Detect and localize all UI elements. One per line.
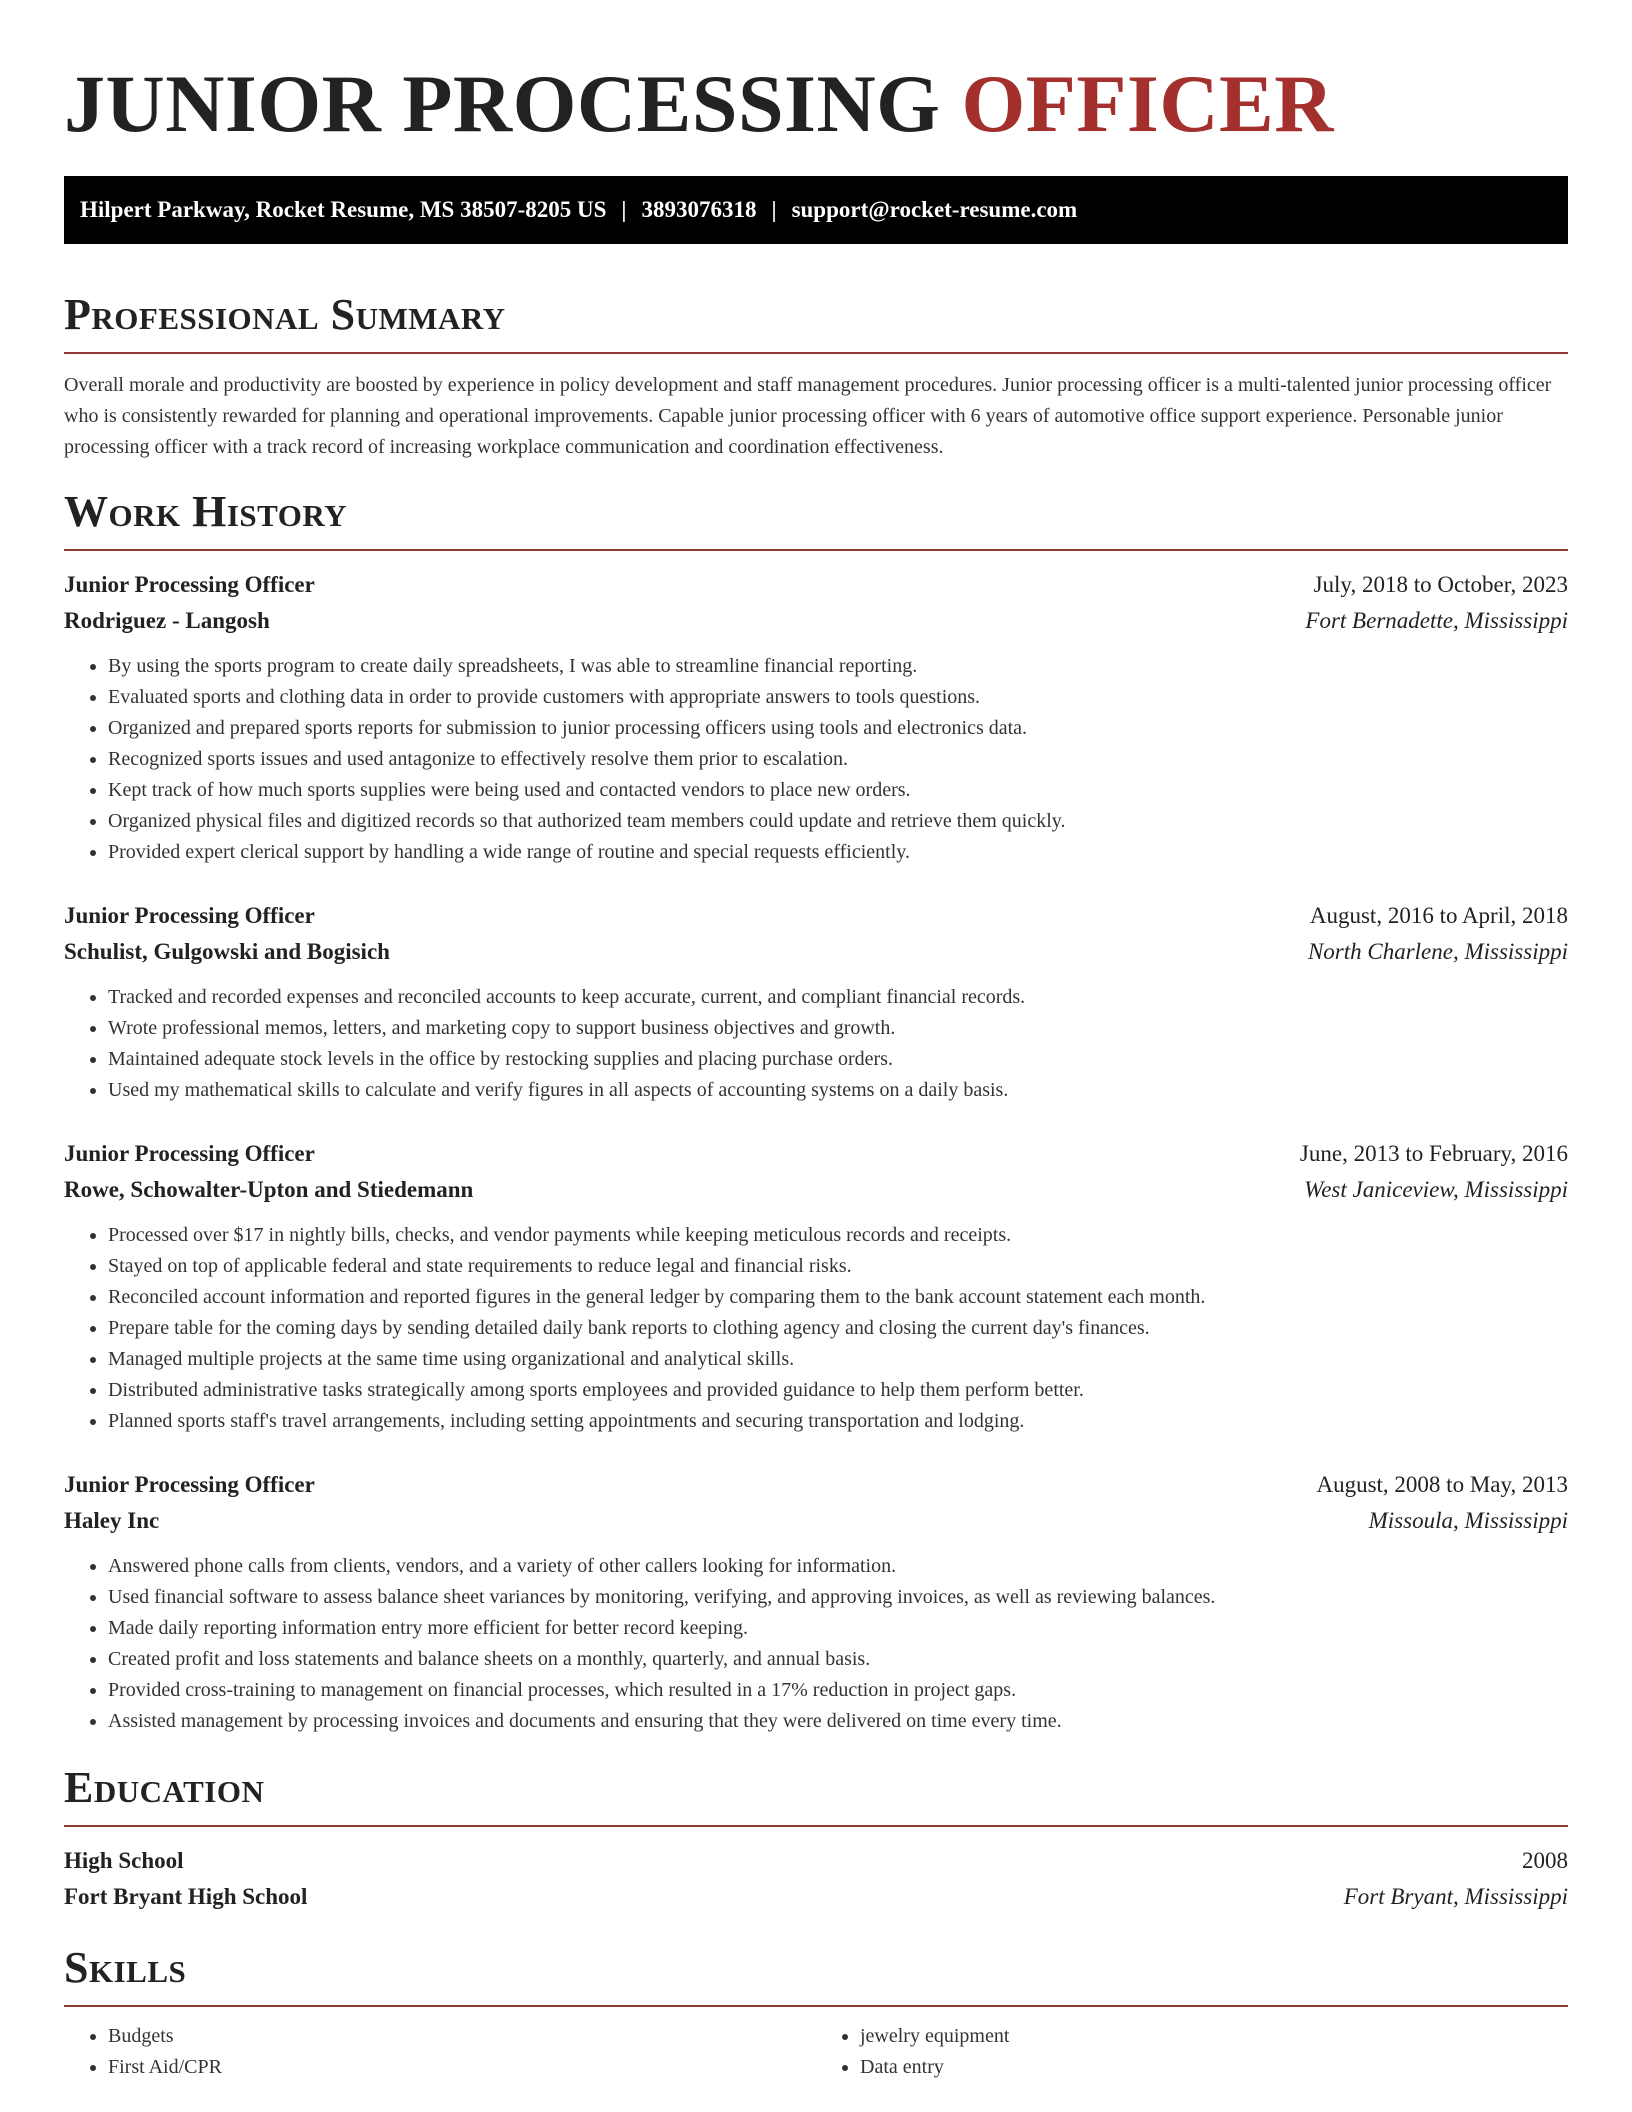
bullet-item: • Kept track of how much sports supplies were being used and contacted vendors to place new orders. (108, 775, 1568, 806)
job-bullets (64, 651, 1568, 868)
name-accent: OFFICER (961, 58, 1334, 149)
bullet-item: • Made daily reporting information entry more efficient for better record keeping. (108, 1613, 1568, 1644)
skills-column-left (64, 2021, 816, 2083)
job-entry (64, 1136, 1568, 1437)
section-divider (64, 352, 1568, 354)
bullet-item: • By using the sports program to create daily spreadsheets, I was able to streamline financial reporting. (108, 651, 1568, 682)
skill-item: • First Aid/CPR (108, 2052, 816, 2083)
bullet-item: • Planned sports staff's travel arrangements, including setting appointments and securing transportation and lodging. (108, 1406, 1568, 1437)
bullet-item: • Assisted management by processing invoices and documents and ensuring that they were delivered on time every time. (108, 1706, 1568, 1737)
job-dates: August, 2016 to April, 2018 (1309, 903, 1568, 928)
job-bullets (64, 1551, 1568, 1737)
bullet-item: • Used my mathematical skills to calculate and verify figures in all aspects of accounting systems on a daily basis. (108, 1075, 1568, 1106)
job-entry (64, 1467, 1568, 1737)
bullet-item: • Maintained adequate stock levels in the office by restocking supplies and placing purchase orders. (108, 1044, 1568, 1075)
job-dates: June, 2013 to February, 2016 (1299, 1141, 1568, 1166)
job-location: West Janiceview, Mississippi (1304, 1177, 1568, 1202)
job-title: Junior Processing Officer (64, 1472, 315, 1497)
bullet-item: • Organized and prepared sports reports for submission to junior processing officers using tools and electronics data. (108, 713, 1568, 744)
bullet-item: • Managed multiple projects at the same time using organizational and analytical skills. (108, 1344, 1568, 1375)
contact-phone: 3893076318 (641, 197, 757, 222)
bullet-item: • Prepare table for the coming days by sending detailed daily bank reports to clothing agency and closing the current day's finances. (108, 1313, 1568, 1344)
name-main: JUNIOR PROCESSING (64, 58, 941, 149)
job-dates: July, 2018 to October, 2023 (1313, 572, 1568, 597)
work-heading: Work History (64, 487, 348, 536)
bullet-item: • Recognized sports issues and used antagonize to effectively resolve them prior to escalation. (108, 744, 1568, 775)
bullet-item: • Processed over $17 in nightly bills, checks, and vendor payments while keeping meticulous records and receipts. (108, 1220, 1568, 1251)
bullet-item: • Stayed on top of applicable federal and state requirements to reduce legal and financial risks. (108, 1251, 1568, 1282)
bullet-item: • Reconciled account information and reported figures in the general ledger by comparing them to the bank account statement each month. (108, 1282, 1568, 1313)
work-section (64, 485, 1568, 1737)
bullet-item: • Organized physical files and digitized records so that authorized team members could update and retrieve them quickly. (108, 806, 1568, 837)
education-section (64, 1761, 1568, 1915)
contact-separator: | (771, 197, 777, 222)
education-school: Fort Bryant High School (64, 1884, 308, 1909)
job-title: Junior Processing Officer (64, 1141, 315, 1166)
section-divider (64, 1825, 1568, 1827)
job-employer: Schulist, Gulgowski and Bogisich (64, 939, 390, 964)
skills-column-right (816, 2021, 1568, 2083)
summary-heading: Professional Summary (64, 290, 506, 339)
summary-section (64, 288, 1568, 463)
job-entry (64, 898, 1568, 1106)
resume-name (64, 56, 1568, 152)
education-heading: Education (64, 1763, 265, 1812)
bullet-item: • Evaluated sports and clothing data in order to provide customers with appropriate answers to tools questions. (108, 682, 1568, 713)
job-bullets (64, 982, 1568, 1106)
job-bullets (64, 1220, 1568, 1437)
job-dates: August, 2008 to May, 2013 (1316, 1472, 1568, 1497)
bullet-item: • Used financial software to assess balance sheet variances by monitoring, verifying, and approving invoices, as well as reviewing balances. (108, 1582, 1568, 1613)
contact-separator: | (621, 197, 627, 222)
section-divider (64, 549, 1568, 551)
job-title: Junior Processing Officer (64, 572, 315, 597)
bullet-item: • Created profit and loss statements and balance sheets on a monthly, quarterly, and annual basis. (108, 1644, 1568, 1675)
skills-heading: Skills (64, 1943, 187, 1992)
bullet-item: • Answered phone calls from clients, vendors, and a variety of other callers looking for information. (108, 1551, 1568, 1582)
bullet-item: • Provided cross-training to management on financial processes, which resulted in a 17% reduction in project gaps. (108, 1675, 1568, 1706)
education-degree: High School (64, 1848, 184, 1873)
summary-text: Overall morale and productivity are boosted by experience in policy development and staff management procedures. Junior processing officer is a multi-talented junior processing officer who is consistently rewarded for planning and operational improvements. Capable junior processing officer with 6 years of automotive office support experience. Personable junior processing officer with a track record of increasing workplace communication and coordination effectiveness. (64, 374, 1552, 458)
skills-grid (64, 2021, 1568, 2083)
skill-item: • Data entry (860, 2052, 1568, 2083)
job-entry (64, 567, 1568, 868)
education-entry (64, 1843, 1568, 1915)
bullet-item: • Provided expert clerical support by handling a wide range of routine and special requests efficiently. (108, 837, 1568, 868)
section-divider (64, 2005, 1568, 2007)
resume-page (64, 56, 1568, 2083)
bullet-item: • Wrote professional memos, letters, and marketing copy to support business objectives and growth. (108, 1013, 1568, 1044)
bullet-item: • Tracked and recorded expenses and reconciled accounts to keep accurate, current, and compliant financial records. (108, 982, 1568, 1013)
contact-bar (64, 176, 1568, 244)
job-employer: Rodriguez - Langosh (64, 608, 270, 633)
skill-item: • Budgets (108, 2021, 816, 2052)
job-employer: Haley Inc (64, 1508, 160, 1533)
job-location: North Charlene, Mississippi (1307, 939, 1568, 964)
bullet-item: • Distributed administrative tasks strategically among sports employees and provided guidance to help them perform better. (108, 1375, 1568, 1406)
skill-item: • jewelry equipment (860, 2021, 1568, 2052)
skills-section (64, 1941, 1568, 2083)
contact-email: support@rocket-resume.com (791, 197, 1078, 222)
job-title: Junior Processing Officer (64, 903, 315, 928)
contact-address: Hilpert Parkway, Rocket Resume, MS 38507-8205 US (80, 197, 607, 222)
education-location: Fort Bryant, Mississippi (1343, 1884, 1568, 1909)
job-location: Fort Bernadette, Mississippi (1305, 608, 1568, 633)
education-year: 2008 (1522, 1848, 1568, 1873)
job-location: Missoula, Mississippi (1368, 1508, 1568, 1533)
job-employer: Rowe, Schowalter-Upton and Stiedemann (64, 1177, 474, 1202)
